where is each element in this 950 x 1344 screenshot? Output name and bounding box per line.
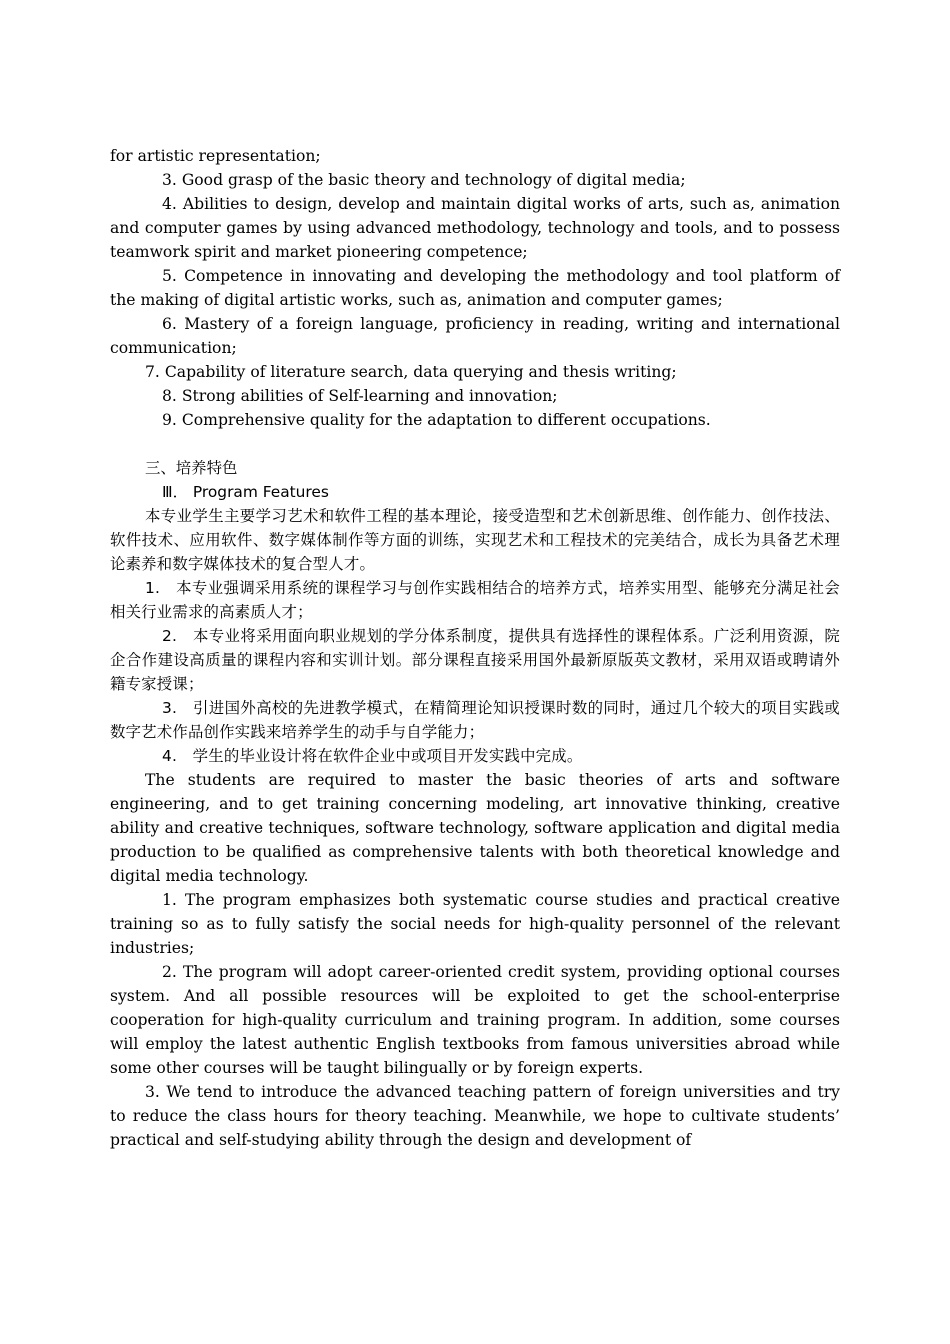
feature-item-cn-2: 2. 本专业将采用面向职业规划的学分体系制度，提供具有选择性的课程体系。广泛利用资源，院企合作建设高质量的课程内容和实训计划。部分课程直接采用国外最新原版英文教材，采用双语或聘请外籍专家授课； [110,627,840,693]
objective-item-3: 3. Good grasp of the basic theory and technology of digital media; [162,171,686,189]
feature-item-en-2: 2. The program will adopt career-oriented credit system, providing optional courses system. And all possible resources will be exploited to get the school-enterprise cooperation for high-quality curriculum and training program. In addition, some courses will employ the latest authentic English textbooks from famous universities abroad while some other courses will be taught bilingually or by foreign experts. [110,963,840,1077]
objective-item-6: 6. Mastery of a foreign language, proficiency in reading, writing and international communication; [110,315,840,357]
features-intro-en: The students are required to master the basic theories of arts and software engineering, and to get training concerning modeling, art innovative thinking, creative ability and creative techniques, software technology, software application and digital media production to be qualified as comprehensive talents with both theoretical knowledge and digital media technology. [110,771,840,885]
objective-item-9: 9. Comprehensive quality for the adaptation to different occupations. [162,411,711,429]
features-intro-cn: 本专业学生主要学习艺术和软件工程的基本理论，接受造型和艺术创新思维、创作能力、创作技法、软件技术、应用软件、数字媒体制作等方面的训练，实现艺术和工程技术的完美结合，成长为具备艺术理论素养和数字媒体技术的复合型人才。 [110,507,840,573]
objective-item-5: 5. Competence in innovating and developing the methodology and tool platform of the making of digital artistic works, such as, animation and computer games; [110,267,840,309]
section-heading-en: Ⅲ． Program Features [162,483,329,501]
feature-item-en-1: 1. The program emphasizes both systematic course studies and practical creative training so as to fully satisfy the social needs for high-quality personnel of the relevant industries; [110,891,840,957]
section-heading-cn: 三、培养特色 [145,459,238,477]
section-spacer [110,432,840,456]
objective-continuation: for artistic representation; [110,147,321,165]
objective-item-8: 8. Strong abilities of Self-learning and innovation; [162,387,558,405]
feature-item-cn-1: 1. 本专业强调采用系统的课程学习与创作实践相结合的培养方式，培养实用型、能够充分满足社会相关行业需求的高素质人才； [110,579,840,621]
feature-item-cn-3: 3. 引进国外高校的先进教学模式，在精简理论知识授课时数的同时，通过几个较大的项目实践或数字艺术作品创作实践来培养学生的动手与自学能力； [110,699,840,741]
objective-item-4: 4. Abilities to design, develop and maintain digital works of arts, such as, animation and computer games by using advanced methodology, technology and tools, and to possess teamwork spirit and market pioneering competence; [110,195,840,261]
feature-item-cn-4: 4. 学生的毕业设计将在软件企业中或项目开发实践中完成。 [162,747,583,765]
feature-item-en-3: 3. We tend to introduce the advanced teaching pattern of foreign universities and try to reduce the class hours for theory teaching. Meanwhile, we hope to cultivate students’ practical and self-studying ability through the design and development of [110,1083,840,1149]
document-body [110,144,840,1152]
objective-item-7: 7. Capability of literature search, data querying and thesis writing; [145,363,677,381]
